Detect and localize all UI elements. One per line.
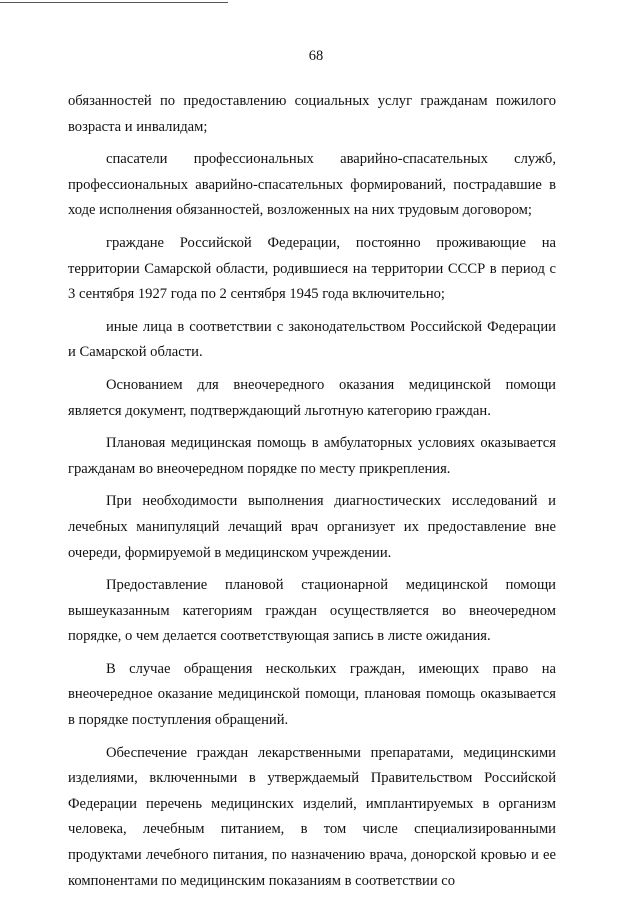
- paragraph-9: В случае обращения нескольких граждан, имеющих право на внеочередное оказание медицинской помощи, плановая помощь оказывается в порядке поступления обращений.: [68, 660, 556, 729]
- paragraph-5: Основанием для внеочередного оказания медицинской помощи является документ, подтверждающий льготную категорию граждан.: [68, 376, 556, 419]
- paragraph-8: Предоставление плановой стационарной медицинской помощи вышеуказанным категориям граждан осуществляется во внеочередном порядке, о чем делается соответствующая запись в листе ожидания.: [68, 577, 556, 645]
- page-number: 68: [308, 48, 324, 64]
- paragraph-4: иные лица в соответствии с законодательством Российской Федерации и Самарской области.: [68, 318, 556, 361]
- paragraph-2: спасатели профессиональных аварийно-спасательных служб, профессиональных аварийно-спасательных формирований, пострадавшие в ходе исполнения обязанностей, возложенных на них трудовым договором;: [68, 151, 556, 219]
- paragraph-1: обязанностей по предоставлению социальных услуг гражданам пожилого возраста и инвалидам;: [68, 93, 556, 135]
- paragraph-7: При необходимости выполнения диагностических исследований и лечебных манипуляций лечащий врач организует их предоставление вне очереди, формируемой в медицинском учреждении.: [68, 493, 556, 561]
- paragraph-3: граждане Российской Федерации, постоянно проживающие на территории Самарской области, родившиеся на территории СССР в период с 3 сентября 1927 года по 2 сентября 1945 года включительно;: [68, 234, 556, 303]
- paragraph-6: Плановая медицинская помощь в амбулаторных условиях оказывается гражданам во внеочередном порядке по месту прикрепления.: [68, 435, 556, 477]
- top-rule: [0, 2, 228, 3]
- document-body: [68, 89, 556, 894]
- paragraph-10: Обеспечение граждан лекарственными препаратами, медицинскими изделиями, включенными в утверждаемый Правительством Российской Федерации перечень медицинских изделий, имплантируемых в организм человека, лечебным питанием, в том числе специализированными продуктами лечебного питания, по назначению врача, донорской кровью и ее компонентами по медицинским показаниям в соответствии со: [68, 744, 556, 889]
